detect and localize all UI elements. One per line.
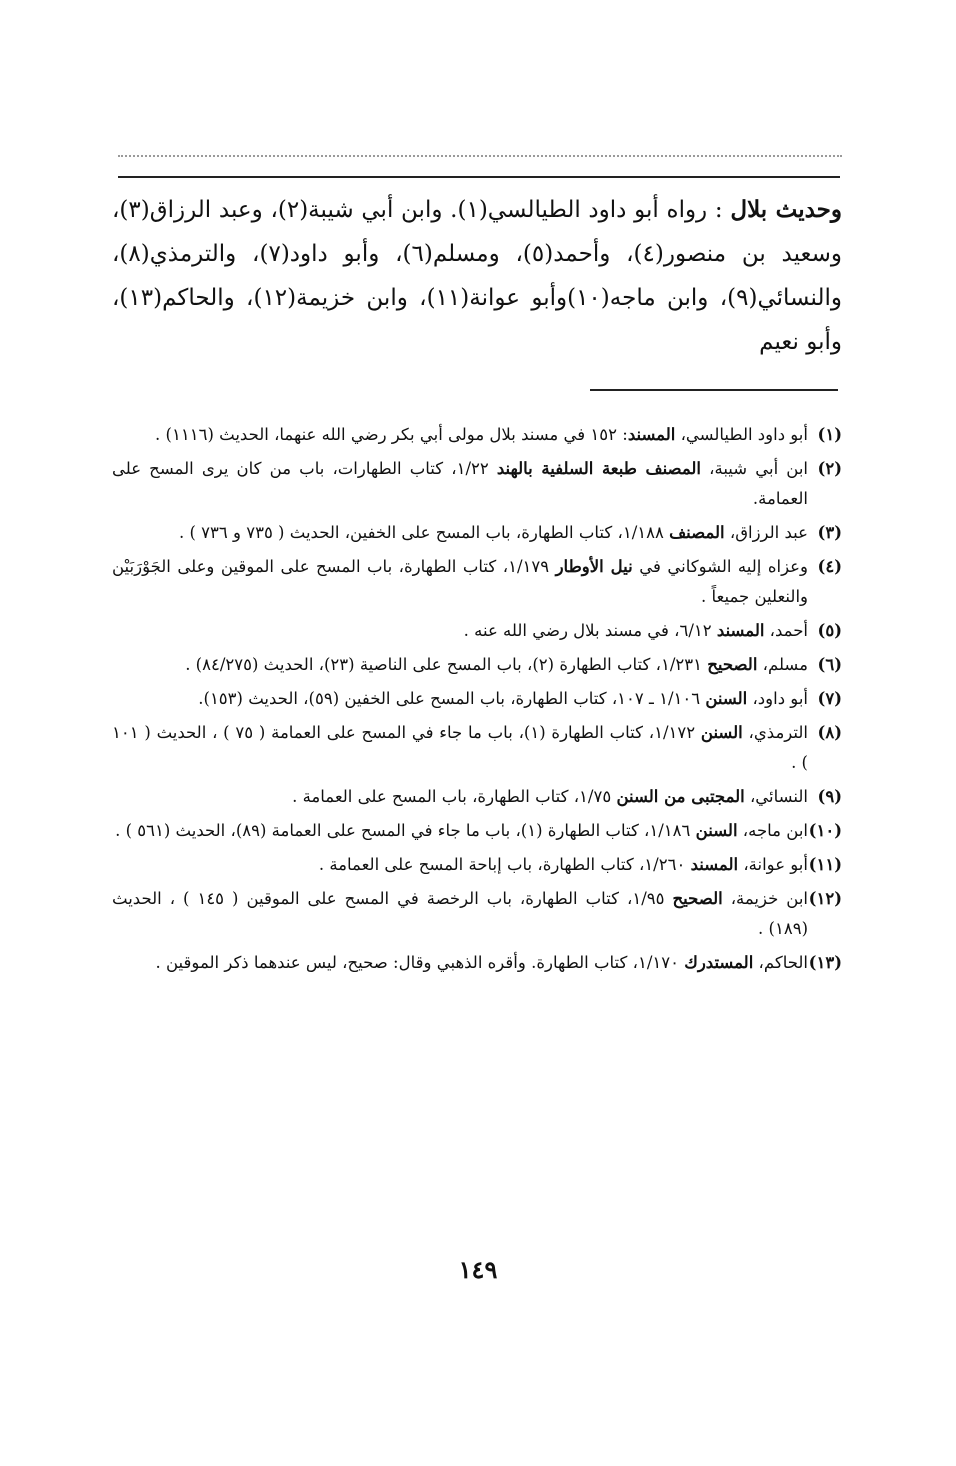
footnote-author: وعزاه إليه الشوكاني في: [632, 557, 808, 576]
footnote-detail: ١/٢٢، كتاب الطهارات، باب من كان يرى المسح على العمامة.: [112, 459, 808, 508]
footnote-book: الصحيح: [707, 655, 758, 674]
main-lead: وحديث بلال: [730, 196, 842, 223]
footnote-author: مسلم،: [757, 655, 808, 674]
footnote-number: (١٢): [808, 889, 842, 908]
footnote-3: [112, 518, 842, 548]
footnote-divider: [590, 389, 838, 391]
footnote-author: عبد الرزاق،: [724, 523, 808, 542]
footnote-6: [112, 650, 842, 680]
footnote-book: المجتبى من السنن: [616, 787, 745, 806]
footnote-book: المسند: [690, 855, 739, 874]
footnote-detail: : ١٥٢ في مسند بلال مولى أبي بكر رضي الله عنهما، الحديث (١١١٦) .: [155, 425, 628, 444]
footnote-author: أبو عوانة،: [738, 855, 808, 874]
footnote-2: [112, 454, 842, 514]
footnote-number: (٧): [817, 689, 842, 708]
footnote-author: ابن خزيمة،: [722, 889, 809, 908]
footnote-detail: ١/٩٥، كتاب الطهارة، باب الرخصة في المسح على الموقين ( ١٤٥ ) ، الحديث (١٨٩) .: [112, 889, 808, 938]
footnote-number: (٢): [817, 459, 842, 478]
footnote-1: [112, 420, 842, 450]
footnote-number: (٨): [817, 723, 842, 742]
footnote-author: أبو داود،: [747, 689, 808, 708]
footnote-detail: ١/٢٦٠، كتاب الطهارة، باب إباحة المسح على العمامة .: [318, 855, 691, 874]
main-body: : رواه أبو داود الطيالسي(١). وابن أبي شيبة(٢)، وعبد الرزاق(٣)، وسعيد بن منصور(٤)، وأحمد(٥)، ومسلم(٦)، وأبو داود(٧)، والترمذي(٨)، والنسائي(٩)، وابن ماجه(١٠)وأبو عوانة(١١)، وابن خزيمة(١٢)، والحاكم(١٣)، وأبو نعيم: [112, 197, 843, 355]
footnote-number: (١٠): [808, 821, 842, 840]
footnote-number: (٥): [817, 621, 842, 640]
footnote-detail: ١/٢٣١، كتاب الطهارة (٢)، باب المسح على الناصية (٢٣)، الحديث (٨٤/٢٧٥) .: [185, 655, 708, 674]
footnote-detail: ١/١٧٢، كتاب الطهارة (١)، باب ما جاء في المسح على العمامة ( ٧٥ ) ، الحديث ( ١٠١ ) .: [112, 723, 808, 772]
footnote-detail: ٦/١٢، في مسند بلال رضي الله عنه .: [463, 621, 717, 640]
footnote-number: (٦): [817, 655, 842, 674]
footnote-5: [112, 616, 842, 646]
footnote-detail: ١/١٧٠، كتاب الطهارة. وأقره الذهبي وقال: صحيح، ليس عندهما ذكر الموقين .: [155, 953, 685, 972]
footnote-author: ابن أبي شيبة،: [701, 459, 809, 478]
footnote-author: ابن ماجه،: [737, 821, 808, 840]
main-paragraph: [112, 188, 842, 364]
footnote-12: [112, 884, 842, 944]
footnote-4: [112, 552, 842, 612]
footnote-author: أحمد،: [764, 621, 808, 640]
footnote-author: النسائي،: [744, 787, 808, 806]
footnote-number: (٩): [817, 787, 842, 806]
footnote-book: نيل الأوطار: [555, 557, 633, 576]
footnote-book: السنن: [700, 723, 743, 742]
footnote-number: (١): [817, 425, 842, 444]
footnote-book: المسند: [627, 425, 676, 444]
footnote-number: (١١): [808, 855, 842, 874]
footnote-7: [112, 684, 842, 714]
footnote-book: المستدرك: [684, 953, 754, 972]
page-number: ١٤٩: [458, 1255, 498, 1284]
header-solid-rule: [118, 176, 840, 178]
footnote-9: [112, 782, 842, 812]
footnote-book: المصنف طبعة السلفية بالهند: [496, 459, 702, 478]
footnote-number: (٣): [817, 523, 842, 542]
footnote-book: المسند: [716, 621, 765, 640]
footnote-detail: ١/١٨٨، كتاب الطهارة، باب المسح على الخفين، الحديث ( ٧٣٥ و ٧٣٦ ) .: [178, 523, 670, 542]
footnotes: [112, 420, 842, 982]
footnote-detail: ١/١٨٦، كتاب الطهارة (١)، باب ما جاء في المسح على العمامة (٨٩)، الحديث (٥٦١ ) .: [115, 821, 696, 840]
header-dotted-rule: [118, 155, 842, 157]
footnote-13: [112, 948, 842, 978]
footnote-author: الترمذي،: [742, 723, 808, 742]
main-text: [112, 188, 842, 364]
footnote-number: (٤): [817, 557, 842, 576]
footnote-11: [112, 850, 842, 880]
footnote-detail: ١/٧٥، كتاب الطهارة، باب المسح على العمامة .: [292, 787, 617, 806]
footnote-book: المصنف: [669, 523, 725, 542]
footnote-book: الصحيح: [672, 889, 723, 908]
footnote-detail: ١/١٠٦ ـ ١٠٧، كتاب الطهارة، باب المسح على الخفين (٥٩)، الحديث (١٥٣).: [198, 689, 706, 708]
footnote-number: (١٣): [808, 953, 842, 972]
footnote-detail: ١/١٧٩، كتاب الطهارة، باب المسح على الموقين وعلى الجَوْرَبَيْن والنعلين جميعاً .: [112, 557, 808, 606]
footnote-book: السنن: [705, 689, 748, 708]
footnote-8: [112, 718, 842, 778]
footnote-author: الحاكم،: [753, 953, 808, 972]
footnote-10: [112, 816, 842, 846]
footnote-author: أبو داود الطيالسي،: [675, 425, 808, 444]
footnote-book: السنن: [695, 821, 738, 840]
